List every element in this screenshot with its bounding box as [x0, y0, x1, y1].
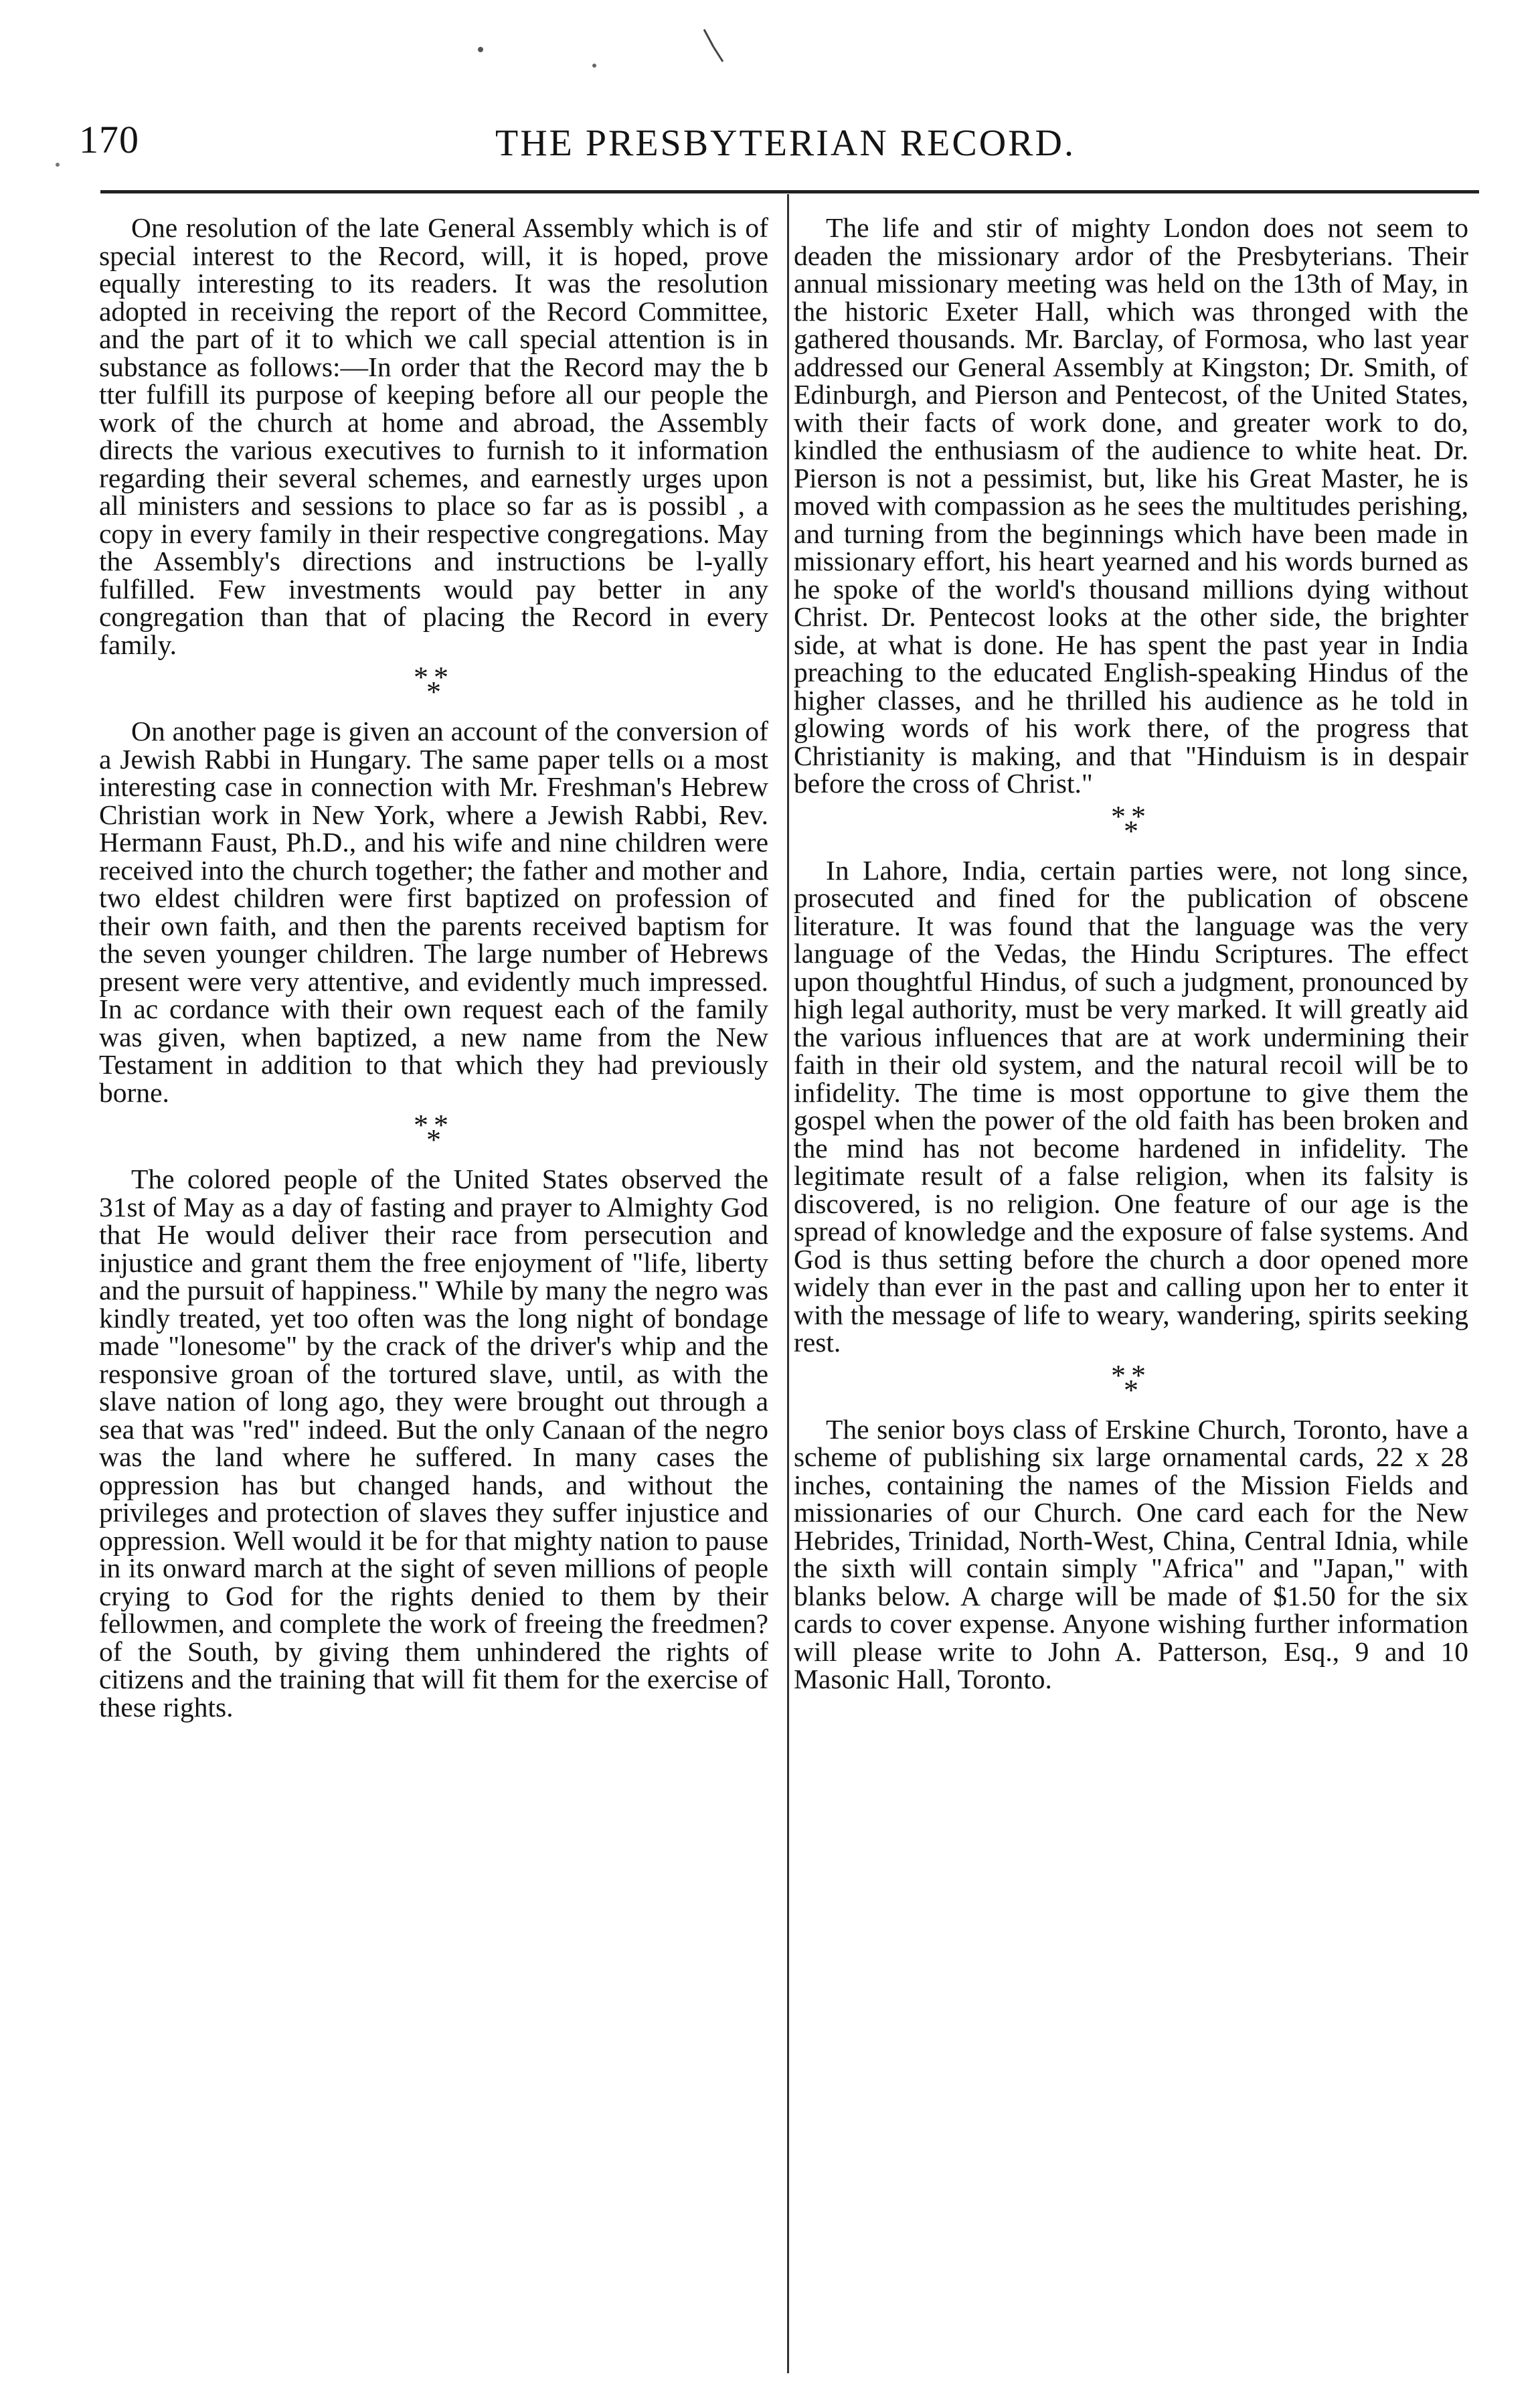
running-title: THE PRESBYTERIAN RECORD.: [495, 123, 1076, 164]
article-record-resolution: One resolution of the late General Assembly which is of special interest to the Record, will, it is hoped, prove equally interesting to its readers. It was the resolution adopted in receiving the report of the Record Committee, and the part of it to which we call special attention is in substance as follows:—In order that the Record may the b tter fulfill its purpose of keeping before all our people the work of the church at home and abroad, the Assembly directs the various executives to furnish to it information regarding their several schemes, and earnestly urges upon all ministers and sessions to place so far as is possibl , a copy in every family in their respective congregations. May the Assembly's directions and instructions be l-yally fulfilled. Few investments would pay better in any congregation than that of placing the Record in every family.: [99, 212, 768, 660]
article-colored-people: The colored people of the United States observed the 31st of May as a day of fasting and prayer to Almighty God that He would deliver their race from persecution and injustice and grant them the free enjoyment of "life, liberty and the pursuit of happiness." While by many the negro was kindly treated, yet too often was the long night of bondage made "lonesome" by the crack of the driver's whip and the responsive groan of the tortured slave, until, as with the slave nation of long ago, they were brought out through a sea that was "red" indeed. But the only Canaan of the negro was the land where he suffered. In many cases the oppression has but changed hands, and without the privileges and protection of slaves they suffer injustice and oppression. Well would it be for that mighty nation to pause in its onward march at the sight of seven millions of people crying to God for the rights denied to them by their fellowmen, and complete the work of freeing the freedmen? of the South, by giving them unhindered the rights of citizens and the training that will fit them for the exercise of these rights.: [99, 1164, 768, 1723]
left-column: [99, 214, 768, 1721]
header-rule: [100, 190, 1479, 193]
section-asterism: ** *: [414, 661, 454, 708]
article-lahore-india: In Lahore, India, certain parties were, not long since, prosecuted and fined for the publication of obscene literature. It was found that the language was the very language of the Vedas, the Hindu Scriptures. The effect upon thoughtful Hindus, of such a judgment, pronounced by high legal authority, must be very marked. It will greatly aid the various influences that are at work undermining their faith in their old system, and the natural recoil will be to infidelity. The time is most opportune to give them the gospel when the power of the old faith has been broken and the mind has not become hardened in infidelity. The legitimate result of a false religion, when its falsity is discovered, is no religion. One feature of our age is the spread of knowledge and the exposure of false systems. And God is thus setting before the church a door opened more widely than ever in the past and calling upon her to enter it with the message of life to weary, wandering, spirits seeking rest.: [794, 854, 1468, 1358]
page-header: [0, 0, 1540, 201]
column-divider: [787, 194, 789, 2373]
right-column: [794, 214, 1468, 1694]
article-erskine-church-cards: The senior boys class of Erskine Church, Toronto, have a scheme of publishing six large ornamental cards, 22 x 28 inches, containing the names of the Mission Fields and missionaries of our Church. One card each for the New Hebrides, Trinidad, North-West, China, Central Idnia, while the sixth will contain simply "Africa" and "Japan," with blanks below. A charge will be made of $1.50 for the six cards to cover expense. Anyone wishing further information will please write to John A. Patterson, Esq., 9 and 10 Masonic Hall, Toronto.: [794, 1413, 1468, 1694]
article-london-missionary-meeting: The life and stir of mighty London does not seem to deaden the missionary ardor of the Presbyterians. Their annual missionary meeting was held on the 13th of May, in the historic Exeter Hall, which was thronged with the gathered thousands. Mr. Barclay, of Formosa, who last year addressed our General Assembly at Kingston; Dr. Smith, of Edinburgh, and Pierson and Pentecost, of the United States, with their facts of work done, and greater work to do, kindled the enthusiasm of the audience to white heat. Dr. Pierson is not a pessimist, but, like his Great Master, he is moved with compassion as he sees the multitudes perishing, and turning from the beginnings which have been made in missionary effort, his heart yearned and his words burned as he spoke of the world's thousand millions dying without Christ. Dr. Pentecost looks at the other side, the brighter side, at what is done. He has spent the past year in India preaching to the educated English-speaking Hindus of the higher classes, and he thrilled his audience as he told in glowing words of his work there, of the progress that Christianity is making, and that "Hinduism is in despair before the cross of Christ.": [794, 212, 1468, 799]
article-jewish-rabbi: On another page is given an account of the conversion of a Jewish Rabbi in Hungary. The same paper tells oı a most interesting case in connection with Mr. Freshman's Hebrew Christian work in New York, where a Jewish Rabbi, Rev. Hermann Faust, Ph.D., and his wife and nine children were received into the church together; the father and mother and two eldest children were first baptized on profession of their own faith, and then the parents received baptism for the seven younger children. The large number of Hebrews present were very attentive, and evidently much impressed. In ac cordance with their own request each of the family was given, when baptized, a new name from the New Testament in addition to that which they had previously borne.: [99, 716, 768, 1108]
page-number: 170: [79, 118, 139, 161]
section-asterism: ** *: [1111, 799, 1151, 848]
section-asterism: ** *: [1111, 1358, 1151, 1407]
section-asterism: ** *: [414, 1109, 454, 1156]
